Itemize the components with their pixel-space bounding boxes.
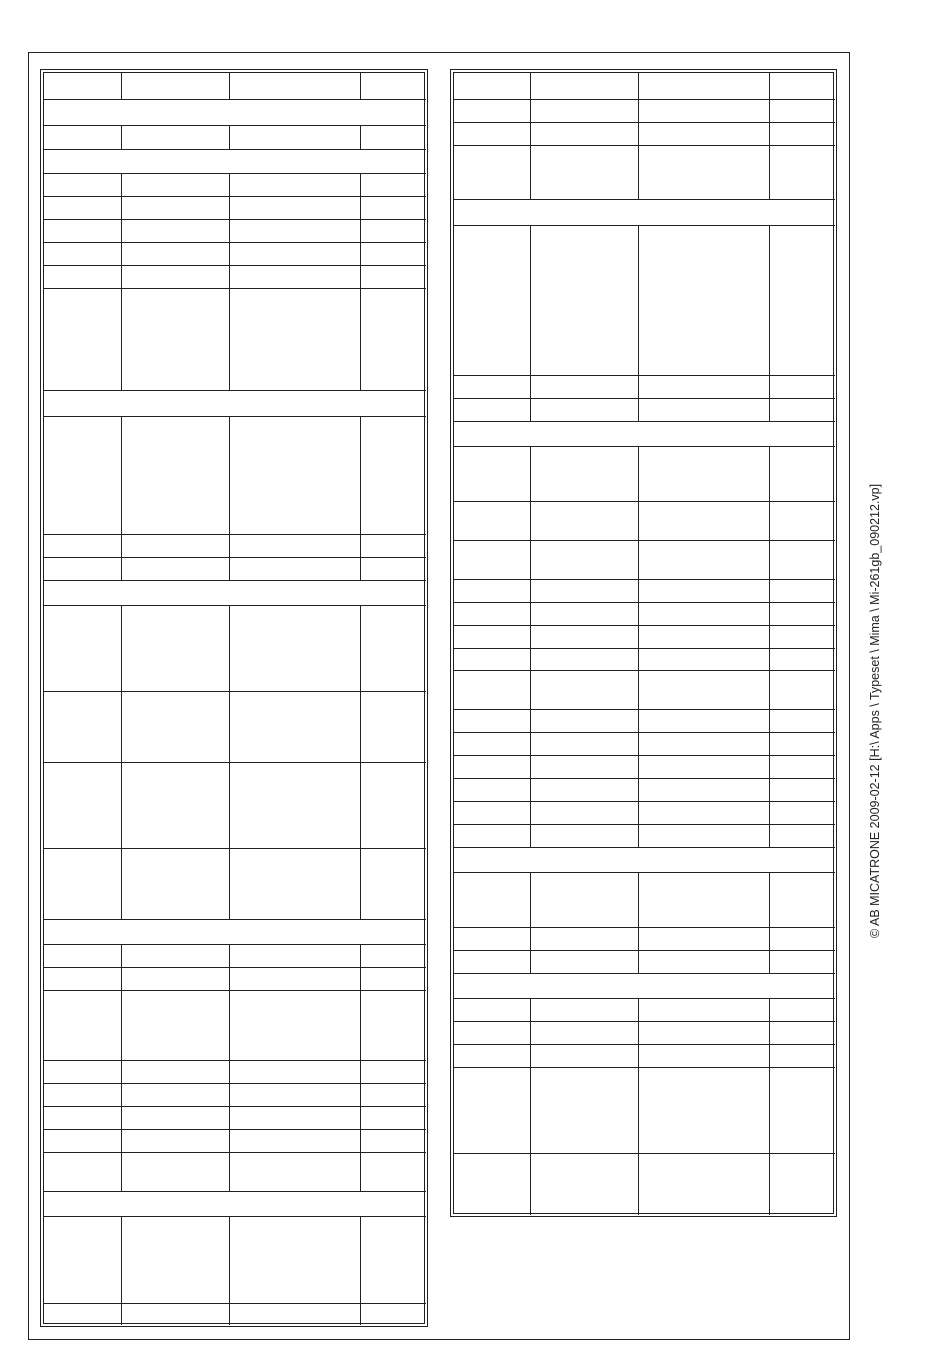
- table-row: [44, 173, 426, 196]
- table-row: [454, 398, 835, 421]
- table-row: [44, 534, 426, 557]
- left-table-grid: [44, 73, 426, 1325]
- table-row: [44, 196, 426, 219]
- table-row: [44, 242, 426, 265]
- table-row: [44, 288, 426, 390]
- table-row: [454, 446, 835, 501]
- table-row: [454, 998, 835, 1021]
- table-row: [454, 145, 835, 199]
- right-table: [453, 72, 834, 1214]
- table-row: [454, 872, 835, 927]
- table-row: [454, 1021, 835, 1044]
- table-row: [454, 927, 835, 950]
- table-row: [454, 950, 835, 973]
- table-row: [44, 990, 426, 1060]
- table-row: [454, 709, 835, 732]
- table-row: [44, 1129, 426, 1152]
- table-row: [454, 801, 835, 824]
- table-row: [454, 648, 835, 670]
- table-row: [454, 540, 835, 579]
- table-row: [531, 73, 770, 99]
- table-row: [44, 1060, 426, 1083]
- table-row: [44, 125, 426, 149]
- table-row: [454, 122, 835, 145]
- table-row: [44, 219, 426, 242]
- table-row: [454, 670, 835, 709]
- table-row: [122, 73, 361, 99]
- table-row: [454, 732, 835, 755]
- table-row: [44, 605, 426, 691]
- table-row: [44, 1083, 426, 1106]
- table-row: [44, 967, 426, 990]
- table-row: [454, 225, 835, 375]
- table-row: [454, 1044, 835, 1067]
- table-row: [44, 944, 426, 967]
- copyright-footer: © AB MICATRONE 2009-02-12 [H:\ Apps \ Typeset \ Mima \ Mi-261gb_090212.vp]: [868, 483, 882, 938]
- table-row: [44, 557, 426, 580]
- table-row: [44, 416, 426, 534]
- table-row: [44, 691, 426, 762]
- table-row: [454, 579, 835, 602]
- table-row: [454, 1067, 835, 1153]
- left-table: [43, 72, 425, 1324]
- table-row: [44, 848, 426, 919]
- table-row: [454, 602, 835, 625]
- table-row: [454, 755, 835, 778]
- table-row: [454, 375, 835, 398]
- table-row: [454, 625, 835, 648]
- table-row: [454, 99, 835, 122]
- right-table-grid: [454, 73, 835, 1215]
- table-row: [44, 1152, 426, 1191]
- table-row: [44, 1216, 426, 1303]
- table-row: [44, 1106, 426, 1129]
- table-row: [454, 1153, 835, 1215]
- table-row: [454, 501, 835, 540]
- table-row: [454, 778, 835, 801]
- table-row: [44, 762, 426, 848]
- table-row: [44, 265, 426, 288]
- table-row: [454, 824, 835, 847]
- table-row: [44, 1303, 426, 1325]
